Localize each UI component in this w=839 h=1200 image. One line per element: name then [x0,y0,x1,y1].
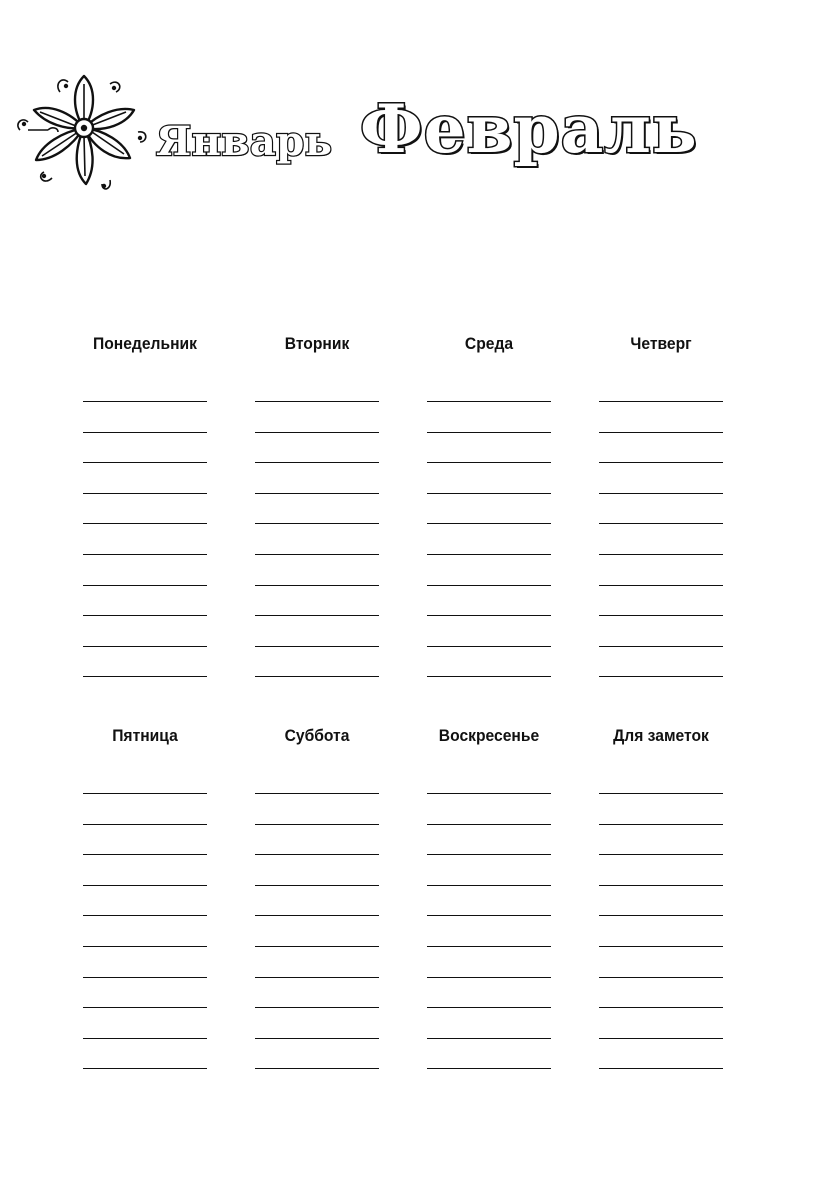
writing-line [427,463,551,494]
writing-line [427,1008,551,1039]
writing-line [255,794,379,825]
month-title: Февраль [360,90,698,168]
writing-line [83,555,207,586]
writing-line [255,586,379,617]
day-title: Суббота [284,726,350,745]
writing-line [599,555,723,586]
writing-line [255,433,379,464]
day-title: Четверг [630,334,692,353]
writing-lines [427,765,551,1069]
writing-line [599,916,723,947]
writing-line [599,947,723,978]
day-column-friday [83,725,207,1069]
writing-line [599,433,723,464]
writing-line [83,647,207,678]
writing-line [599,886,723,917]
writing-line [255,555,379,586]
writing-line [599,855,723,886]
writing-lines [255,765,379,1069]
writing-line [427,825,551,856]
day-title: Вторник [284,334,350,353]
writing-line [255,825,379,856]
writing-line [427,586,551,617]
writing-line [427,1039,551,1070]
writing-line [255,524,379,555]
writing-line [255,947,379,978]
previous-month-label: Январь [156,118,333,165]
writing-line [255,647,379,678]
day-title: Среда [464,334,514,353]
writing-line [255,916,379,947]
writing-line [599,402,723,433]
writing-line [599,978,723,1009]
writing-line [83,794,207,825]
writing-line [83,433,207,464]
writing-line [427,978,551,1009]
notes-column [599,725,723,1069]
writing-line [83,524,207,555]
writing-line [599,794,723,825]
writing-line [83,616,207,647]
day-column-monday [83,333,207,677]
week-row-top [0,333,839,663]
writing-line [599,373,723,402]
writing-line [83,916,207,947]
writing-line [255,373,379,402]
writing-line [599,494,723,525]
page-header [0,0,839,220]
writing-line [83,825,207,856]
writing-line [427,647,551,678]
writing-line [83,494,207,525]
writing-lines [599,373,723,677]
writing-line [427,616,551,647]
writing-line [255,463,379,494]
writing-line [83,463,207,494]
day-column-tuesday [255,333,379,677]
writing-line [599,1008,723,1039]
writing-line [255,1039,379,1070]
week-row-bottom [0,725,839,1055]
folk-flower-icon [14,70,154,198]
writing-line [255,1008,379,1039]
writing-line [427,494,551,525]
day-title: Воскресенье [438,726,540,745]
writing-lines [83,373,207,677]
writing-line [83,1008,207,1039]
day-column-saturday [255,725,379,1069]
writing-line [599,524,723,555]
writing-line [599,1039,723,1070]
writing-lines [83,765,207,1069]
writing-line [255,886,379,917]
writing-line [255,402,379,433]
writing-line [599,616,723,647]
writing-line [599,647,723,678]
writing-line [599,463,723,494]
writing-line [255,855,379,886]
writing-line [83,765,207,794]
writing-line [427,524,551,555]
writing-lines [255,373,379,677]
writing-line [83,855,207,886]
writing-line [83,402,207,433]
day-column-thursday [599,333,723,677]
day-column-wednesday [427,333,551,677]
writing-line [427,916,551,947]
writing-line [599,765,723,794]
writing-line [255,765,379,794]
writing-line [255,978,379,1009]
writing-lines [427,373,551,677]
writing-line [427,373,551,402]
writing-line [83,978,207,1009]
writing-line [427,433,551,464]
writing-line [83,886,207,917]
day-title: Понедельник [92,334,198,353]
writing-line [427,402,551,433]
writing-line [427,947,551,978]
writing-line [255,616,379,647]
writing-line [83,947,207,978]
writing-line [599,586,723,617]
writing-line [255,494,379,525]
writing-line [83,586,207,617]
writing-line [83,1039,207,1070]
writing-line [599,825,723,856]
writing-line [427,855,551,886]
day-title: Пятница [112,726,178,745]
writing-line [427,794,551,825]
day-title: Для заметок [613,726,709,745]
writing-line [427,765,551,794]
writing-line [427,555,551,586]
writing-line [83,373,207,402]
day-column-sunday [427,725,551,1069]
writing-lines [599,765,723,1069]
writing-line [427,886,551,917]
